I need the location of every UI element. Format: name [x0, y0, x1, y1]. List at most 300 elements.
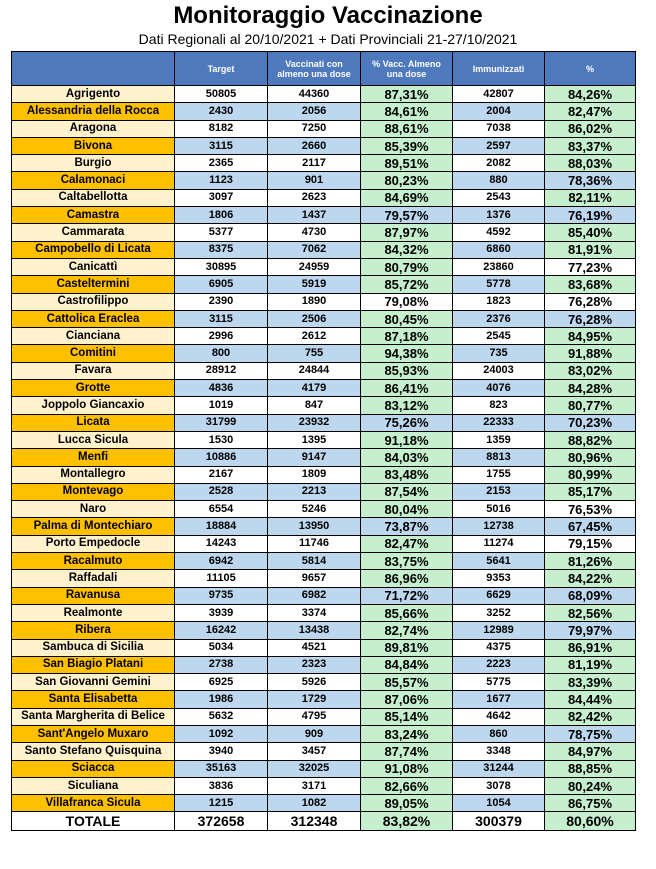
vaccinati-cell: 3374 — [268, 604, 361, 621]
pct-vacc-cell: 86,41% — [361, 380, 453, 397]
vaccinati-cell: 1395 — [268, 431, 361, 448]
page-title: Monitoraggio Vaccinazione — [173, 2, 483, 29]
pct-imm-cell: 91,88% — [545, 345, 636, 362]
municipality-cell: Camastra — [12, 207, 175, 224]
table-row — [12, 466, 636, 483]
municipality-cell: Siculiana — [12, 777, 175, 794]
target-cell: 10886 — [175, 449, 268, 466]
target-cell: 3097 — [175, 189, 268, 206]
municipality-cell: Bivona — [12, 137, 175, 154]
pct-imm-cell: 68,09% — [545, 587, 636, 604]
pct-imm-cell: 78,75% — [545, 725, 636, 742]
pct-vacc-cell: 94,38% — [361, 345, 453, 362]
pct-vacc-cell: 91,08% — [361, 760, 453, 777]
target-cell: 8182 — [175, 120, 268, 137]
vaccinati-cell: 4730 — [268, 224, 361, 241]
immunizzati-cell: 4076 — [453, 380, 545, 397]
immunizzati-cell: 2543 — [453, 189, 545, 206]
municipality-cell: Campobello di Licata — [12, 241, 175, 258]
pct-vacc-cell: 85,66% — [361, 604, 453, 621]
total-immunizzati: 300379 — [453, 812, 545, 831]
pct-imm-cell: 80,77% — [545, 397, 636, 414]
municipality-cell: Porto Empedocle — [12, 535, 175, 552]
municipality-cell: Menfi — [12, 449, 175, 466]
municipality-cell: Comitini — [12, 345, 175, 362]
pct-vacc-cell: 89,05% — [361, 795, 453, 812]
municipality-cell: Realmonte — [12, 604, 175, 621]
table-row — [12, 587, 636, 604]
municipality-cell: Grotte — [12, 380, 175, 397]
target-cell: 5034 — [175, 639, 268, 656]
vaccinati-cell: 23932 — [268, 414, 361, 431]
pct-imm-cell: 78,36% — [545, 172, 636, 189]
municipality-cell: Cattolica Eraclea — [12, 310, 175, 327]
target-cell: 1215 — [175, 795, 268, 812]
header-row — [12, 52, 636, 86]
municipality-cell: Licata — [12, 414, 175, 431]
pct-imm-cell: 76,53% — [545, 501, 636, 518]
table-row — [12, 397, 636, 414]
target-cell: 1986 — [175, 691, 268, 708]
immunizzati-cell: 880 — [453, 172, 545, 189]
total-pct-vacc: 83,82% — [361, 812, 453, 831]
pct-vacc-cell: 83,75% — [361, 553, 453, 570]
vaccinati-cell: 32025 — [268, 760, 361, 777]
pct-imm-cell: 67,45% — [545, 518, 636, 535]
immunizzati-cell: 9353 — [453, 570, 545, 587]
municipality-cell: Caltabellotta — [12, 189, 175, 206]
pct-imm-cell: 86,75% — [545, 795, 636, 812]
pct-vacc-cell: 87,31% — [361, 86, 453, 103]
vaccinati-cell: 4179 — [268, 380, 361, 397]
table-row — [12, 760, 636, 777]
total-vaccinati: 312348 — [268, 812, 361, 831]
header-name — [12, 52, 175, 86]
immunizzati-cell: 42807 — [453, 86, 545, 103]
vaccinati-cell: 755 — [268, 345, 361, 362]
target-cell: 2167 — [175, 466, 268, 483]
pct-imm-cell: 80,24% — [545, 777, 636, 794]
target-cell: 2738 — [175, 656, 268, 673]
table-row — [12, 258, 636, 275]
vaccinati-cell: 7062 — [268, 241, 361, 258]
pct-vacc-cell: 82,66% — [361, 777, 453, 794]
immunizzati-cell: 1755 — [453, 466, 545, 483]
vaccinati-cell: 11746 — [268, 535, 361, 552]
total-target: 372658 — [175, 812, 268, 831]
table-row — [12, 172, 636, 189]
vaccinati-cell: 1809 — [268, 466, 361, 483]
table-row — [12, 449, 636, 466]
municipality-cell: Sambuca di Sicilia — [12, 639, 175, 656]
pct-vacc-cell: 85,57% — [361, 674, 453, 691]
vaccinati-cell: 2117 — [268, 155, 361, 172]
immunizzati-cell: 1376 — [453, 207, 545, 224]
vaccinati-cell: 4795 — [268, 708, 361, 725]
pct-imm-cell: 82,56% — [545, 604, 636, 621]
target-cell: 2996 — [175, 328, 268, 345]
table-row — [12, 622, 636, 639]
table-row — [12, 293, 636, 310]
header-vaccinati: Vaccinati con almeno una dose — [268, 52, 361, 86]
vaccinati-cell: 24959 — [268, 258, 361, 275]
target-cell: 31799 — [175, 414, 268, 431]
vaccinati-cell: 2323 — [268, 656, 361, 673]
pct-imm-cell: 83,02% — [545, 362, 636, 379]
immunizzati-cell: 2223 — [453, 656, 545, 673]
target-cell: 28912 — [175, 362, 268, 379]
immunizzati-cell: 12738 — [453, 518, 545, 535]
table-row — [12, 570, 636, 587]
pct-imm-cell: 81,19% — [545, 656, 636, 673]
vaccinati-cell: 44360 — [268, 86, 361, 103]
municipality-cell: Sant'Angelo Muxaro — [12, 725, 175, 742]
pct-imm-cell: 76,28% — [545, 310, 636, 327]
pct-vacc-cell: 80,45% — [361, 310, 453, 327]
pct-imm-cell: 88,85% — [545, 760, 636, 777]
pct-imm-cell: 85,17% — [545, 483, 636, 500]
pct-vacc-cell: 82,74% — [361, 622, 453, 639]
pct-vacc-cell: 84,61% — [361, 103, 453, 120]
table-row — [12, 639, 636, 656]
municipality-cell: Aragona — [12, 120, 175, 137]
table-row — [12, 241, 636, 258]
target-cell: 6905 — [175, 276, 268, 293]
vaccinati-cell: 2660 — [268, 137, 361, 154]
pct-vacc-cell: 80,23% — [361, 172, 453, 189]
pct-imm-cell: 84,95% — [545, 328, 636, 345]
pct-imm-cell: 82,11% — [545, 189, 636, 206]
immunizzati-cell: 4592 — [453, 224, 545, 241]
immunizzati-cell: 23860 — [453, 258, 545, 275]
municipality-cell: Calamonaci — [12, 172, 175, 189]
pct-vacc-cell: 87,54% — [361, 483, 453, 500]
vaccinati-cell: 5919 — [268, 276, 361, 293]
vaccinati-cell: 2623 — [268, 189, 361, 206]
pct-vacc-cell: 86,96% — [361, 570, 453, 587]
table-row — [12, 691, 636, 708]
table-row — [12, 328, 636, 345]
immunizzati-cell: 3252 — [453, 604, 545, 621]
pct-vacc-cell: 89,51% — [361, 155, 453, 172]
immunizzati-cell: 5641 — [453, 553, 545, 570]
target-cell: 1019 — [175, 397, 268, 414]
pct-vacc-cell: 83,12% — [361, 397, 453, 414]
table-row — [12, 656, 636, 673]
municipality-cell: Burgio — [12, 155, 175, 172]
target-cell: 2430 — [175, 103, 268, 120]
pct-vacc-cell: 83,48% — [361, 466, 453, 483]
immunizzati-cell: 6860 — [453, 241, 545, 258]
target-cell: 35163 — [175, 760, 268, 777]
table-row — [12, 431, 636, 448]
pct-imm-cell: 81,26% — [545, 553, 636, 570]
pct-imm-cell: 84,44% — [545, 691, 636, 708]
pct-imm-cell: 88,03% — [545, 155, 636, 172]
municipality-cell: Lucca Sicula — [12, 431, 175, 448]
vaccination-table — [11, 51, 636, 831]
municipality-cell: Joppolo Giancaxio — [12, 397, 175, 414]
table-row — [12, 207, 636, 224]
municipality-cell: Ravanusa — [12, 587, 175, 604]
immunizzati-cell: 860 — [453, 725, 545, 742]
table-row — [12, 310, 636, 327]
pct-imm-cell: 81,91% — [545, 241, 636, 258]
target-cell: 1123 — [175, 172, 268, 189]
immunizzati-cell: 8813 — [453, 449, 545, 466]
table-row — [12, 189, 636, 206]
municipality-cell: Canicattì — [12, 258, 175, 275]
target-cell: 2390 — [175, 293, 268, 310]
pct-imm-cell: 76,19% — [545, 207, 636, 224]
table-row — [12, 674, 636, 691]
immunizzati-cell: 3078 — [453, 777, 545, 794]
immunizzati-cell: 12989 — [453, 622, 545, 639]
immunizzati-cell: 5775 — [453, 674, 545, 691]
immunizzati-cell: 1677 — [453, 691, 545, 708]
table-row — [12, 414, 636, 431]
municipality-cell: San Giovanni Gemini — [12, 674, 175, 691]
pct-imm-cell: 84,28% — [545, 380, 636, 397]
target-cell: 5632 — [175, 708, 268, 725]
pct-vacc-cell: 73,87% — [361, 518, 453, 535]
pct-imm-cell: 70,23% — [545, 414, 636, 431]
immunizzati-cell: 4642 — [453, 708, 545, 725]
pct-vacc-cell: 85,72% — [361, 276, 453, 293]
target-cell: 3939 — [175, 604, 268, 621]
municipality-cell: Casteltermini — [12, 276, 175, 293]
municipality-cell: Castrofilippo — [12, 293, 175, 310]
table-row — [12, 345, 636, 362]
table-row — [12, 604, 636, 621]
vaccinati-cell: 901 — [268, 172, 361, 189]
immunizzati-cell: 31244 — [453, 760, 545, 777]
target-cell: 14243 — [175, 535, 268, 552]
vaccinati-cell: 2612 — [268, 328, 361, 345]
vaccinati-cell: 9657 — [268, 570, 361, 587]
table-row — [12, 120, 636, 137]
municipality-cell: Naro — [12, 501, 175, 518]
table-row — [12, 518, 636, 535]
pct-vacc-cell: 80,79% — [361, 258, 453, 275]
pct-vacc-cell: 75,26% — [361, 414, 453, 431]
table-row — [12, 276, 636, 293]
header-immunizzati: Immunizzati — [453, 52, 545, 86]
pct-vacc-cell: 87,74% — [361, 743, 453, 760]
pct-vacc-cell: 84,69% — [361, 189, 453, 206]
pct-imm-cell: 83,68% — [545, 276, 636, 293]
immunizzati-cell: 24003 — [453, 362, 545, 379]
municipality-cell: Cianciana — [12, 328, 175, 345]
vaccinati-cell: 7250 — [268, 120, 361, 137]
table-row — [12, 501, 636, 518]
target-cell: 1092 — [175, 725, 268, 742]
pct-vacc-cell: 82,47% — [361, 535, 453, 552]
pct-vacc-cell: 85,14% — [361, 708, 453, 725]
pct-imm-cell: 79,97% — [545, 622, 636, 639]
vaccinati-cell: 24844 — [268, 362, 361, 379]
pct-vacc-cell: 83,24% — [361, 725, 453, 742]
vaccinati-cell: 5246 — [268, 501, 361, 518]
immunizzati-cell: 7038 — [453, 120, 545, 137]
pct-vacc-cell: 84,84% — [361, 656, 453, 673]
pct-imm-cell: 88,82% — [545, 431, 636, 448]
table-row — [12, 103, 636, 120]
pct-vacc-cell: 87,97% — [361, 224, 453, 241]
table-row — [12, 483, 636, 500]
vaccinati-cell: 1082 — [268, 795, 361, 812]
vaccinati-cell: 3171 — [268, 777, 361, 794]
pct-imm-cell: 86,91% — [545, 639, 636, 656]
pct-imm-cell: 79,15% — [545, 535, 636, 552]
target-cell: 6925 — [175, 674, 268, 691]
table-row — [12, 795, 636, 812]
table-row — [12, 137, 636, 154]
immunizzati-cell: 735 — [453, 345, 545, 362]
pct-vacc-cell: 87,06% — [361, 691, 453, 708]
target-cell: 50805 — [175, 86, 268, 103]
pct-vacc-cell: 85,39% — [361, 137, 453, 154]
pct-imm-cell: 86,02% — [545, 120, 636, 137]
pct-imm-cell: 80,99% — [545, 466, 636, 483]
target-cell: 8375 — [175, 241, 268, 258]
immunizzati-cell: 1359 — [453, 431, 545, 448]
header-pct-vacc: % Vacc. Almeno una dose — [361, 52, 453, 86]
table-row — [12, 86, 636, 103]
table-row — [12, 535, 636, 552]
target-cell: 2365 — [175, 155, 268, 172]
vaccinati-cell: 9147 — [268, 449, 361, 466]
vaccinati-cell: 5926 — [268, 674, 361, 691]
municipality-cell: Cammarata — [12, 224, 175, 241]
pct-vacc-cell: 89,81% — [361, 639, 453, 656]
vaccinati-cell: 2213 — [268, 483, 361, 500]
pct-imm-cell: 82,42% — [545, 708, 636, 725]
vaccinati-cell: 909 — [268, 725, 361, 742]
vaccinati-cell: 3457 — [268, 743, 361, 760]
pct-vacc-cell: 84,32% — [361, 241, 453, 258]
immunizzati-cell: 6629 — [453, 587, 545, 604]
target-cell: 1806 — [175, 207, 268, 224]
total-pct-imm: 80,60% — [545, 812, 636, 831]
target-cell: 30895 — [175, 258, 268, 275]
municipality-cell: Santa Elisabetta — [12, 691, 175, 708]
pct-imm-cell: 80,96% — [545, 449, 636, 466]
pct-imm-cell: 76,28% — [545, 293, 636, 310]
target-cell: 16242 — [175, 622, 268, 639]
immunizzati-cell: 2004 — [453, 103, 545, 120]
table-row — [12, 553, 636, 570]
header-target: Target — [175, 52, 268, 86]
target-cell: 3115 — [175, 310, 268, 327]
vaccinati-cell: 1729 — [268, 691, 361, 708]
table-row — [12, 224, 636, 241]
table-row — [12, 725, 636, 742]
vaccinati-cell: 847 — [268, 397, 361, 414]
pct-vacc-cell: 79,08% — [361, 293, 453, 310]
municipality-cell: Favara — [12, 362, 175, 379]
pct-imm-cell: 84,26% — [545, 86, 636, 103]
municipality-cell: Racalmuto — [12, 553, 175, 570]
pct-vacc-cell: 84,03% — [361, 449, 453, 466]
target-cell: 2528 — [175, 483, 268, 500]
vaccinati-cell: 1437 — [268, 207, 361, 224]
target-cell: 18884 — [175, 518, 268, 535]
target-cell: 3836 — [175, 777, 268, 794]
immunizzati-cell: 2153 — [453, 483, 545, 500]
immunizzati-cell: 5778 — [453, 276, 545, 293]
vaccinati-cell: 4521 — [268, 639, 361, 656]
target-cell: 6942 — [175, 553, 268, 570]
immunizzati-cell: 3348 — [453, 743, 545, 760]
municipality-cell: Santo Stefano Quisquina — [12, 743, 175, 760]
municipality-cell: Montevago — [12, 483, 175, 500]
pct-vacc-cell: 85,93% — [361, 362, 453, 379]
vaccinati-cell: 13950 — [268, 518, 361, 535]
table-row — [12, 155, 636, 172]
immunizzati-cell: 823 — [453, 397, 545, 414]
target-cell: 9735 — [175, 587, 268, 604]
pct-imm-cell: 84,22% — [545, 570, 636, 587]
municipality-cell: Sciacca — [12, 760, 175, 777]
pct-imm-cell: 83,37% — [545, 137, 636, 154]
municipality-cell: Ribera — [12, 622, 175, 639]
immunizzati-cell: 5016 — [453, 501, 545, 518]
pct-imm-cell: 85,40% — [545, 224, 636, 241]
target-cell: 3940 — [175, 743, 268, 760]
pct-imm-cell: 82,47% — [545, 103, 636, 120]
vaccinati-cell: 5814 — [268, 553, 361, 570]
municipality-cell: Santa Margherita di Belice — [12, 708, 175, 725]
municipality-cell: San Biagio Platani — [12, 656, 175, 673]
municipality-cell: Villafranca Sicula — [12, 795, 175, 812]
immunizzati-cell: 2597 — [453, 137, 545, 154]
pct-imm-cell: 83,39% — [545, 674, 636, 691]
immunizzati-cell: 2376 — [453, 310, 545, 327]
vaccinati-cell: 2506 — [268, 310, 361, 327]
pct-vacc-cell: 87,18% — [361, 328, 453, 345]
pct-vacc-cell: 71,72% — [361, 587, 453, 604]
immunizzati-cell: 1823 — [453, 293, 545, 310]
municipality-cell: Palma di Montechiaro — [12, 518, 175, 535]
immunizzati-cell: 1054 — [453, 795, 545, 812]
municipality-cell: Raffadali — [12, 570, 175, 587]
total-label: TOTALE — [12, 812, 175, 831]
vaccinati-cell: 13438 — [268, 622, 361, 639]
immunizzati-cell: 2082 — [453, 155, 545, 172]
pct-vacc-cell: 91,18% — [361, 431, 453, 448]
immunizzati-cell: 2545 — [453, 328, 545, 345]
target-cell: 3115 — [175, 137, 268, 154]
pct-imm-cell: 77,23% — [545, 258, 636, 275]
table-row — [12, 743, 636, 760]
municipality-cell: Montallegro — [12, 466, 175, 483]
pct-vacc-cell: 88,61% — [361, 120, 453, 137]
target-cell: 5377 — [175, 224, 268, 241]
table-row — [12, 777, 636, 794]
vaccinati-cell: 2056 — [268, 103, 361, 120]
header-pct: % — [545, 52, 636, 86]
immunizzati-cell: 22333 — [453, 414, 545, 431]
immunizzati-cell: 11274 — [453, 535, 545, 552]
municipality-cell: Agrigento — [12, 86, 175, 103]
target-cell: 4836 — [175, 380, 268, 397]
pct-vacc-cell: 79,57% — [361, 207, 453, 224]
pct-vacc-cell: 80,04% — [361, 501, 453, 518]
immunizzati-cell: 4375 — [453, 639, 545, 656]
page-subtitle: Dati Regionali al 20/10/2021 + Dati Provinciali 21-27/10/2021 — [138, 31, 518, 47]
pct-imm-cell: 84,97% — [545, 743, 636, 760]
